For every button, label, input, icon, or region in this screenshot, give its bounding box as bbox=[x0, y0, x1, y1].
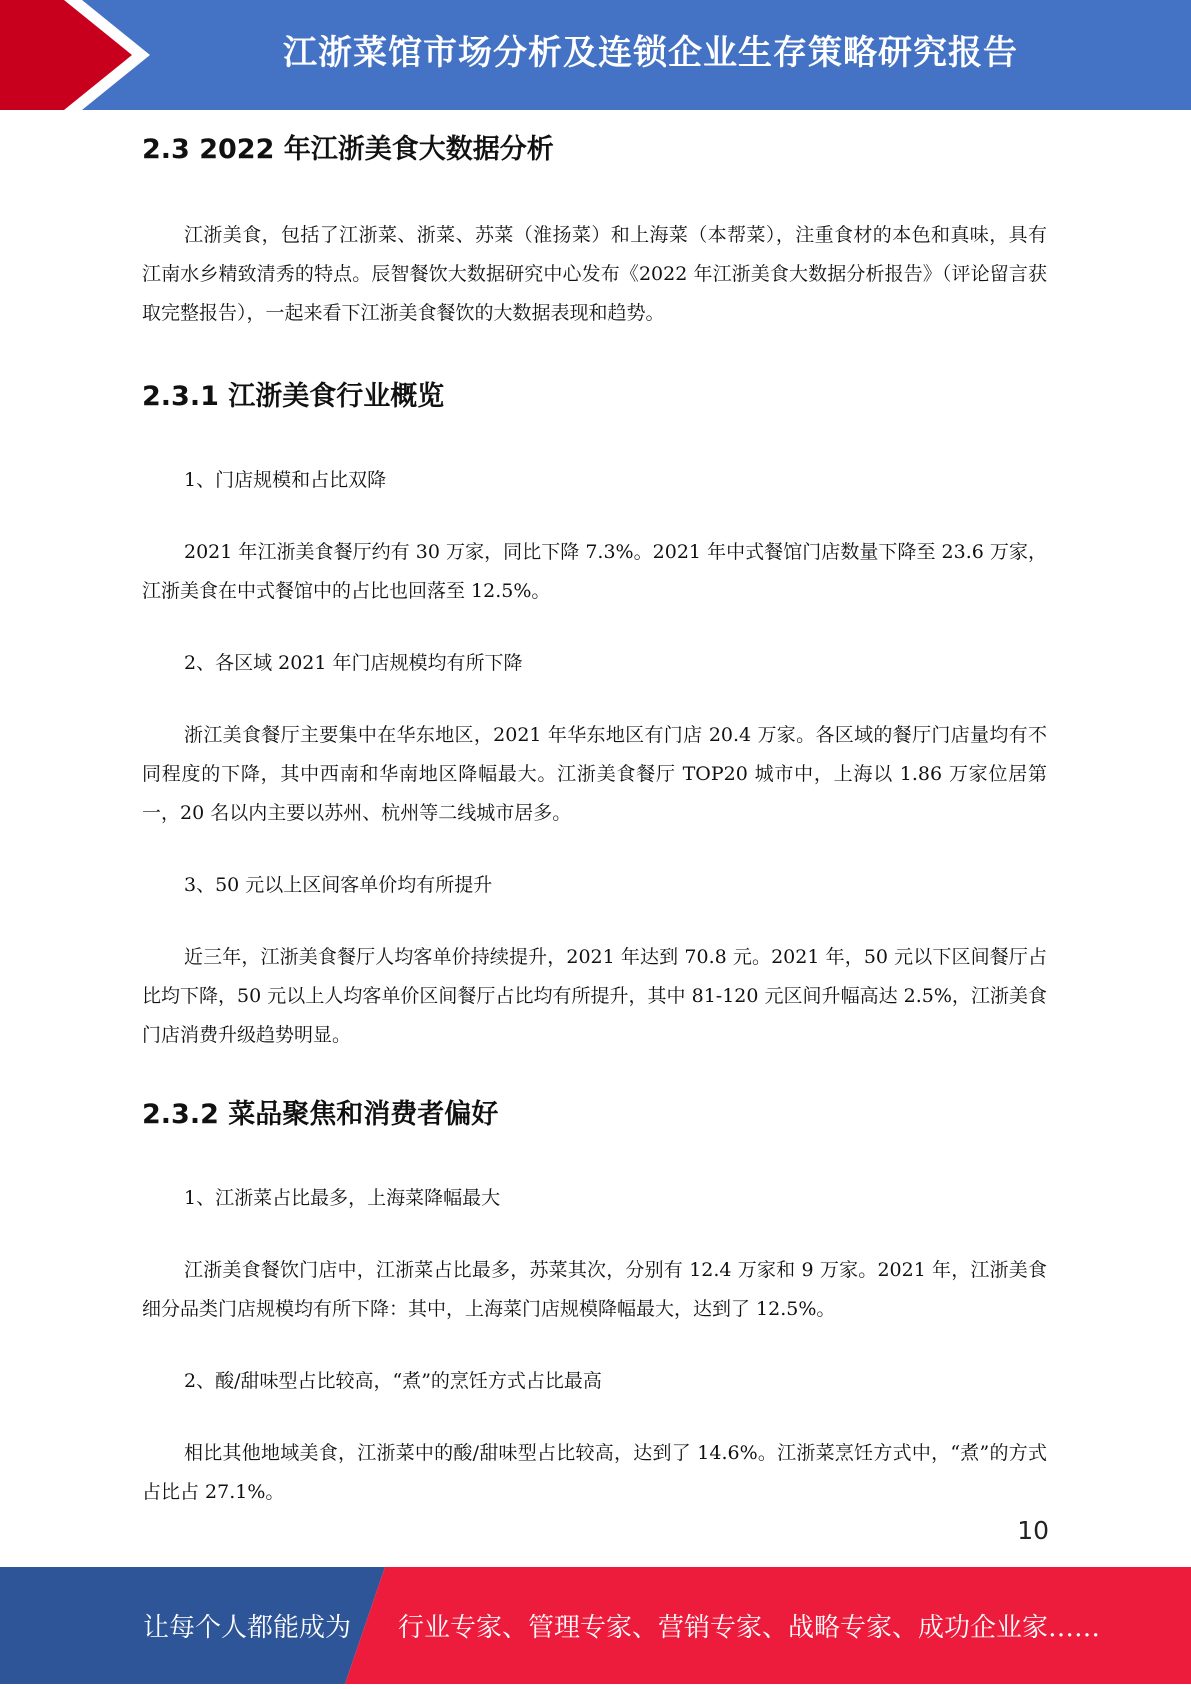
page-header bbox=[0, 0, 1191, 110]
item-title: 3、50 元以上区间客单价均有所提升 bbox=[184, 874, 493, 896]
item-text: 江浙美食餐饮门店中，江浙菜占比最多，苏菜其次，分别有 12.4 万家和 9 万家。2021 年，江浙美食细分品类门店规模均有所下降：其中，上海菜门店规模降幅最大，达到了 12.5%。 bbox=[142, 1259, 1047, 1320]
item-text: 近三年，江浙美食餐厅人均客单价持续提升，2021 年达到 70.8 元。2021 年，50 元以下区间餐厅占比均下降，50 元以上人均客单价区间餐厅占比均有所提升，其中 81-120 元区间升幅高达 2.5%，江浙美食门店消费升级趋势明显。 bbox=[142, 946, 1047, 1046]
arrow-decoration-icon bbox=[0, 0, 160, 110]
section-heading-2-3: 2.3 2022 年江浙美食大数据分析 bbox=[142, 134, 554, 165]
page-footer bbox=[0, 1567, 1191, 1684]
section-heading-2-3-1: 2.3.1 江浙美食行业概览 bbox=[142, 381, 445, 412]
footer-slogan-left: 让每个人都能成为 bbox=[143, 1613, 352, 1643]
page-number: 10 bbox=[1017, 1516, 1049, 1545]
item-title: 1、门店规模和占比双降 bbox=[184, 469, 387, 491]
footer-slogan-right: 行业专家、管理专家、营销专家、战略专家、成功企业家…… bbox=[398, 1613, 1101, 1643]
main-content bbox=[142, 120, 1047, 1512]
item-title: 1、江浙菜占比最多，上海菜降幅最大 bbox=[184, 1187, 501, 1209]
item-title: 2、酸/甜味型占比较高，“煮”的烹饪方式占比最高 bbox=[184, 1370, 602, 1392]
item-text: 相比其他地域美食，江浙菜中的酸/甜味型占比较高，达到了 14.6%。江浙菜烹饪方式中，“煮”的方式占比占 27.1%。 bbox=[142, 1442, 1047, 1503]
header-title: 江浙菜馆市场分析及连锁企业生存策略研究报告 bbox=[283, 33, 1018, 73]
item-text: 浙江美食餐厅主要集中在华东地区，2021 年华东地区有门店 20.4 万家。各区域的餐厅门店量均有不同程度的下降，其中西南和华南地区降幅最大。江浙美食餐厅 TOP20 城市中，上海以 1.86 万家位居第一，20 名以内主要以苏州、杭州等二线城市居多。 bbox=[142, 724, 1047, 824]
item-text: 2021 年江浙美食餐厅约有 30 万家，同比下降 7.3%。2021 年中式餐馆门店数量下降至 23.6 万家，江浙美食在中式餐馆中的占比也回落至 12.5%。 bbox=[142, 541, 1047, 602]
item-title: 2、各区域 2021 年门店规模均有所下降 bbox=[184, 652, 523, 674]
section-heading-2-3-2: 2.3.2 菜品聚焦和消费者偏好 bbox=[142, 1099, 499, 1130]
section-2-3-intro: 江浙美食，包括了江浙菜、浙菜、苏菜（淮扬菜）和上海菜（本帮菜），注重食材的本色和真味，具有江南水乡精致清秀的特点。辰智餐饮大数据研究中心发布《2022 年江浙美食大数据分析报告》（评论留言获取完整报告），一起来看下江浙美食餐饮的大数据表现和趋势。 bbox=[142, 224, 1047, 324]
